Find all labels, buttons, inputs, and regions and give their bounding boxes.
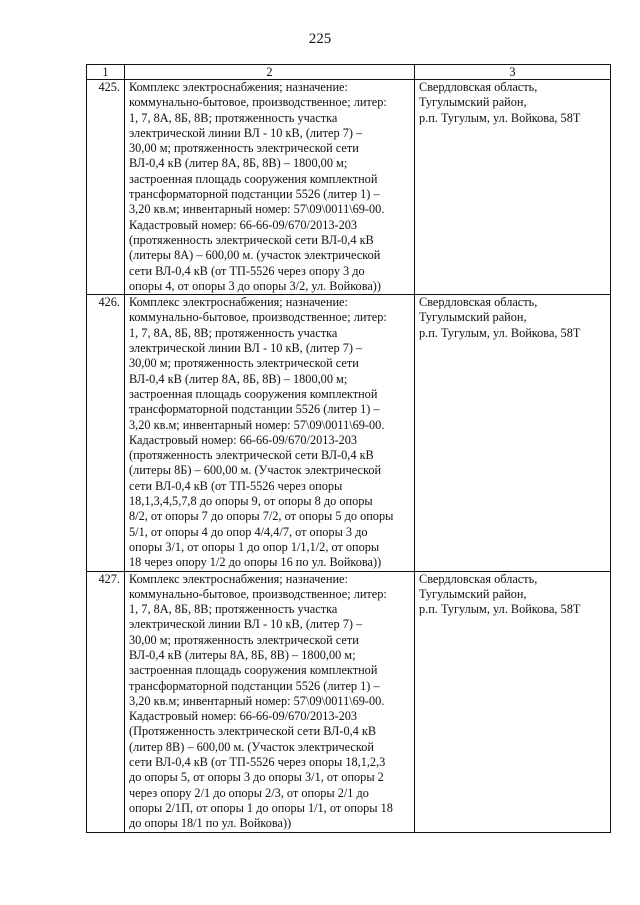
column-header-3: 3 <box>415 65 611 80</box>
object-address <box>415 571 611 832</box>
description-line: до опоры 5, от опоры 3 до опоры 3/1, от опоры 2 <box>129 770 384 785</box>
row-number: 425. <box>87 80 125 295</box>
description-line: Комплекс электроснабжения; назначение: <box>129 80 348 94</box>
table-header-row <box>87 65 611 80</box>
description-line: 30,00 м; протяженность электрической сети <box>129 632 359 647</box>
description-line: опоры 4, от опоры 3 до опоры 3/2, ул. Войкова)) <box>129 278 381 293</box>
description-line: сети ВЛ-0,4 кВ (от ТП-5526 через опоры 18,1,2,3 <box>129 755 386 770</box>
description-line: (протяженность электрической сети ВЛ-0,4 кВ <box>129 448 374 463</box>
description-line: электрической линии ВЛ - 10 кВ, (литер 7) – <box>129 617 363 632</box>
description-line: 5/1, от опоры 4 до опор 4/4,4/7, от опоры 3 до <box>129 524 368 539</box>
page-number: 225 <box>308 31 332 47</box>
description-line: электрической линии ВЛ - 10 кВ, (литер 7) – <box>129 341 363 356</box>
description-line: через опору 2/1 до опоры 2/3, от опоры 2/1 до <box>129 785 369 800</box>
address-line: Свердловская область, <box>419 295 538 310</box>
description-line: Комплекс электроснабжения; назначение: <box>129 571 348 586</box>
description-line: опоры 2/1П, от опоры 1 до опоры 1/1, от опоры 18 <box>129 800 393 815</box>
description-line: 18,1,3,4,5,7,8 до опоры 9, от опоры 8 до опоры <box>129 494 373 509</box>
description-line: (Протяженность электрической сети ВЛ-0,4 кВ <box>129 724 377 739</box>
description-line: до опоры 18/1 по ул. Войкова)) <box>129 816 292 831</box>
object-description <box>125 295 415 571</box>
description-line: 18 через опору 1/2 до опоры 16 по ул. Войкова)) <box>129 555 382 570</box>
table-row <box>87 80 611 295</box>
description-line: 30,00 м; протяженность электрической сети <box>129 141 359 156</box>
description-line: трансформаторной подстанции 5526 (литер 1) – <box>129 402 380 417</box>
address-line: Тугулымский район, <box>419 310 527 325</box>
column-header-2: 2 <box>125 65 415 80</box>
property-registry-table <box>86 64 611 833</box>
object-address <box>415 295 611 571</box>
table-body <box>87 80 611 833</box>
object-description <box>125 571 415 832</box>
table-row <box>87 571 611 832</box>
description-line: Комплекс электроснабжения; назначение: <box>129 295 348 310</box>
row-number: 426. <box>87 295 125 571</box>
address-line: р.п. Тугулым, ул. Войкова, 58Т <box>419 602 581 617</box>
description-line: трансформаторной подстанции 5526 (литер 1) – <box>129 678 380 693</box>
description-line: сети ВЛ-0,4 кВ (от ТП-5526 через опоры <box>129 478 343 493</box>
description-line: ВЛ-0,4 кВ (литер 8А, 8Б, 8В) – 1800,00 м; <box>129 156 348 171</box>
address-line: р.п. Тугулым, ул. Войкова, 58Т <box>419 110 581 125</box>
description-line: 1, 7, 8А, 8Б, 8В; протяженность участка <box>129 325 338 340</box>
address-line: Тугулымский район, <box>419 586 527 601</box>
table-row <box>87 295 611 571</box>
address-line: Тугулымский район, <box>419 95 527 110</box>
description-line: электрической линии ВЛ - 10 кВ, (литер 7) – <box>129 125 363 140</box>
address-line: Свердловская область, <box>419 80 538 94</box>
description-line: застроенная площадь сооружения комплектной <box>129 663 378 678</box>
description-line: коммунально-бытовое, производственное; литер: <box>129 95 387 110</box>
description-line: 1, 7, 8А, 8Б, 8В; протяженность участка <box>129 602 338 617</box>
description-line: 3,20 кв.м; инвентарный номер: 57\09\0011\69-00. <box>129 417 385 432</box>
description-line: (протяженность электрической сети ВЛ-0,4 кВ <box>129 232 374 247</box>
description-line: коммунально-бытовое, производственное; литер: <box>129 310 387 325</box>
description-line: 8/2, от опоры 7 до опоры 7/2, от опоры 5 до опоры <box>129 509 394 524</box>
description-line: застроенная площадь сооружения комплектной <box>129 171 378 186</box>
description-line: (литеры 8Б) – 600,00 м. (Участок электрической <box>129 463 382 478</box>
description-line: (литеры 8А) – 600,00 м. (участок электрической <box>129 248 381 263</box>
row-number: 427. <box>87 571 125 832</box>
description-line: трансформаторной подстанции 5526 (литер 1) – <box>129 187 380 202</box>
description-line: 3,20 кв.м; инвентарный номер: 57\09\0011\69-00. <box>129 693 385 708</box>
description-line: Кадастровый номер: 66-66-09/670/2013-203 <box>129 217 358 232</box>
column-header-1: 1 <box>87 65 125 80</box>
description-line: ВЛ-0,4 кВ (литер 8А, 8Б, 8В) – 1800,00 м; <box>129 371 348 386</box>
description-line: Кадастровый номер: 66-66-09/670/2013-203 <box>129 709 358 724</box>
description-line: Кадастровый номер: 66-66-09/670/2013-203 <box>129 432 358 447</box>
description-line: сети ВЛ-0,4 кВ (от ТП-5526 через опору 3 до <box>129 263 365 278</box>
address-line: Свердловская область, <box>419 571 538 586</box>
address-line: р.п. Тугулым, ул. Войкова, 58Т <box>419 325 581 340</box>
description-line: (литер 8В) – 600,00 м. (Участок электрической <box>129 739 374 754</box>
object-description <box>125 80 415 295</box>
description-line: 1, 7, 8А, 8Б, 8В; протяженность участка <box>129 110 338 125</box>
description-line: застроенная площадь сооружения комплектной <box>129 386 378 401</box>
description-line: 30,00 м; протяженность электрической сети <box>129 356 359 371</box>
description-line: ВЛ-0,4 кВ (литеры 8А, 8Б, 8В) – 1800,00 м; <box>129 647 356 662</box>
description-line: опоры 3/1, от опоры 1 до опор 1/1,1/2, от опоры <box>129 539 380 554</box>
object-address <box>415 80 611 295</box>
description-line: коммунально-бытовое, производственное; литер: <box>129 586 387 601</box>
description-line: 3,20 кв.м; инвентарный номер: 57\09\0011\69-00. <box>129 202 385 217</box>
